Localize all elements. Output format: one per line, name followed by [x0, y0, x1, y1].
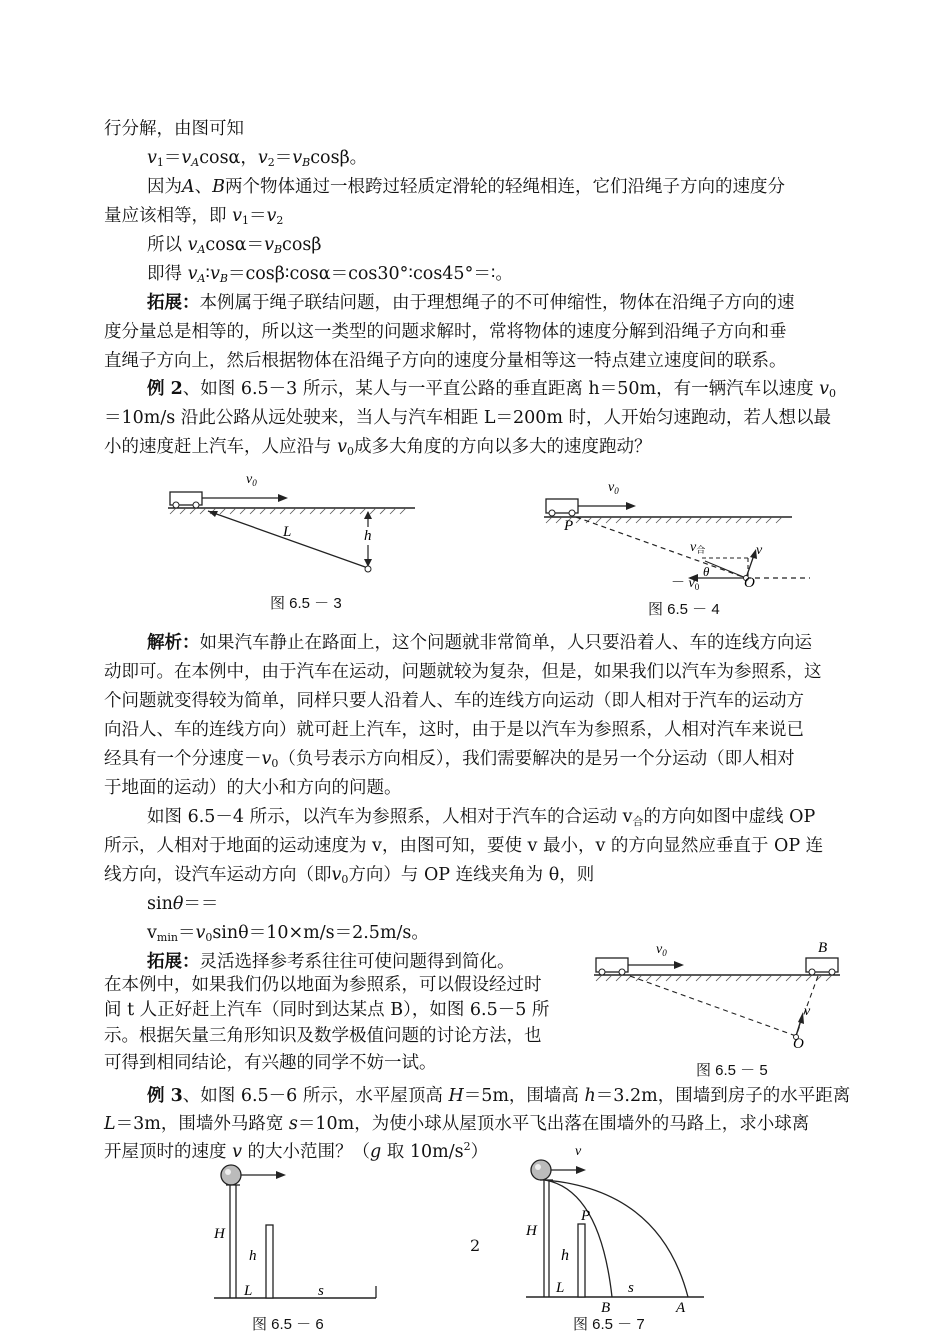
svg-text:v0: $v_0$ [656, 942, 667, 958]
analysis-line: 如图 6.5－4 所示，以汽车为参照系，人相对于汽车的合运动 $v_合$的方向如图中虚线 OP [147, 807, 816, 828]
svg-text:v合: v合 [690, 540, 706, 555]
fig653-L: L [283, 524, 292, 540]
svg-text:v0: $v_0$ [608, 480, 619, 496]
extension2-line: 间 t 人正好赶上汽车（同时到达某点 B），如图 6.5－5 所 [104, 1000, 550, 1020]
fig657-H: H [526, 1223, 537, 1239]
fig654-O: O [744, 575, 755, 591]
example2-line: 小的速度赶上汽车，人应沿与 $v_0$成多大角度的方向以多大的速度跑动？ [104, 437, 652, 458]
figure-6-5-5 [590, 940, 850, 1052]
figure-6-5-3 [160, 465, 430, 575]
intro-line: 行分解，由图可知 [104, 119, 244, 139]
fig653-h: h [364, 528, 372, 544]
analysis-line: 所示，人相对于地面的运动速度为 v，由图可知，要使 v 最小，v 的方向显然应垂直于 OP 连 [104, 836, 824, 856]
example-label: 例 2 [147, 379, 183, 399]
figure-caption: 图 6.5 － 7 [573, 1316, 645, 1333]
ball-icon [531, 1160, 551, 1180]
fig655-B: B [818, 940, 828, 956]
analysis-label: 解析： [147, 633, 200, 653]
extension2-line: 示。根据矢量三角形知识及数学极值问题的讨论方法，也 [104, 1026, 542, 1046]
page-number: 2 [470, 1236, 481, 1255]
figure-6-5-7 [520, 1140, 730, 1320]
fig656-s: s [318, 1283, 324, 1299]
analysis-formula: $v_{min}=v_0\sin\theta=10\times m/s=2.5m/s$。 [147, 923, 429, 944]
analysis-paragraph: 解析：如果汽车静止在路面上，这个问题就非常简单，人只要沿着人、车的连线方向运 [147, 633, 812, 653]
fig657-P: P [581, 1208, 591, 1224]
fig654-v: v [756, 543, 763, 558]
extension-label: 拓展： [147, 952, 200, 972]
example2-line: ＝10m/s 沿此公路从远处驶来，当人与汽车相距 L＝200m 时，人开始匀速跑动，若人想以最 [104, 408, 832, 428]
analysis-line: 线方向，设汽车运动方向（即$v_0$方向）与 OP 连线夹角为 θ，则 [104, 865, 595, 886]
analysis-line: 动即可。在本例中，由于汽车在运动，问题就较为复杂，但是，如果我们以汽车为参照系，这 [104, 662, 822, 682]
extension-label: 拓展： [147, 293, 200, 313]
fig655-O: O [793, 1036, 804, 1052]
velocity-equation-line: $v_1=v_A\cos\alpha$，$v_2=v_B\cos\beta$。 [147, 148, 368, 169]
analysis-line: 向沿人、车的连线方向）就可赶上汽车，这时，由于是以汽车为参照系，人相对汽车来说已 [104, 720, 804, 740]
example3-line: L＝3m，围墙外马路宽 s＝10m，为使小球从屋顶水平飞出落在围墙外的马路上，求小球离 [104, 1114, 810, 1134]
extension-line: 度分量总是相等的，所以这一类型的问题求解时，常将物体的速度分解到沿绳子方向和垂 [104, 322, 787, 342]
fig656-L: L [244, 1283, 253, 1299]
extension2-line: 在本例中，如果我们仍以地面为参照系，可以假设经过时 [104, 975, 542, 995]
example-label: 例 3 [147, 1086, 183, 1106]
fig657-h: h [561, 1247, 569, 1264]
figure-6-5-6 [200, 1158, 390, 1308]
analysis-line: 于地面的运动）的大小和方向的问题。 [104, 778, 402, 798]
svg-text:－ v0: － $v_0$ [671, 576, 700, 592]
analysis-formula: sinθ＝＝ [147, 894, 219, 914]
fig657-v: v [575, 1144, 582, 1159]
example3-heading: 例 3、如图 6.5－6 所示，水平屋顶高 H＝5m，围墙高 h＝3.2m，围墙到房子的水平距离 [147, 1086, 851, 1106]
intro-line: 即得 $v_A∶v_B=\cos\beta∶\cos\alpha=\cos 30^\circ∶\cos 45^\circ=∶$。 [147, 264, 513, 285]
figure-caption: 图 6.5 － 4 [648, 601, 720, 618]
fig655-v: v [804, 1004, 811, 1019]
figure-6-5-4 [540, 475, 820, 600]
analysis-line: 经具有一个分速度$-v_0$（负号表示方向相反），我们需要解决的是另一个分运动（即人相对 [104, 749, 795, 770]
fig656-H: H [214, 1226, 225, 1242]
fig657-s: s [628, 1280, 634, 1296]
fig654-theta: θ [703, 564, 710, 579]
figure-caption: 图 6.5 － 3 [270, 595, 342, 612]
analysis-line: 个问题就变得较为简单，同样只要人沿着人、车的连线方向运动（即人相对于汽车的运动方 [104, 691, 804, 711]
fig656-h: h [249, 1248, 257, 1264]
fig657-L: L [556, 1280, 565, 1296]
intro-line: 量应该相等，即 $v_1=v_2$ [104, 206, 284, 227]
example2-heading: 例 2、如图 6.5－3 所示，某人与一平直公路的垂直距离 h＝50m，有一辆汽车以速度 $v_0$ [147, 379, 837, 400]
intro-line: 因为A、B两个物体通过一根跨过轻质定滑轮的轻绳相连，它们沿绳子方向的速度分 [147, 177, 786, 197]
figure-caption: 图 6.5 － 6 [252, 1316, 324, 1333]
intro-line: 所以 $v_A\cos\alpha=v_B\cos\beta$ [147, 235, 322, 256]
fig654-P: P [564, 518, 574, 534]
figure-caption: 图 6.5 － 5 [696, 1062, 768, 1079]
extension2-paragraph: 拓展：灵活选择参考系往往可使问题得到简化。 [147, 952, 515, 972]
fig657-A: A [676, 1300, 686, 1316]
extension-paragraph: 拓展：本例属于绳子联结问题，由于理想绳子的不可伸缩性，物体在沿绳子方向的速 [147, 293, 795, 313]
ball-icon [221, 1165, 241, 1185]
fig657-B: B [601, 1300, 611, 1316]
extension2-line: 可得到相同结论，有兴趣的同学不妨一试。 [104, 1053, 437, 1073]
example3-line: 开屋顶时的速度 v 的大小范围？（g 取 $10m/s^2$） [104, 1140, 489, 1162]
svg-text:v0: $v_0$ [246, 472, 257, 488]
extension-line: 直绳子方向上，然后根据物体在沿绳子方向的速度分量相等这一特点建立速度间的联系。 [104, 351, 787, 371]
